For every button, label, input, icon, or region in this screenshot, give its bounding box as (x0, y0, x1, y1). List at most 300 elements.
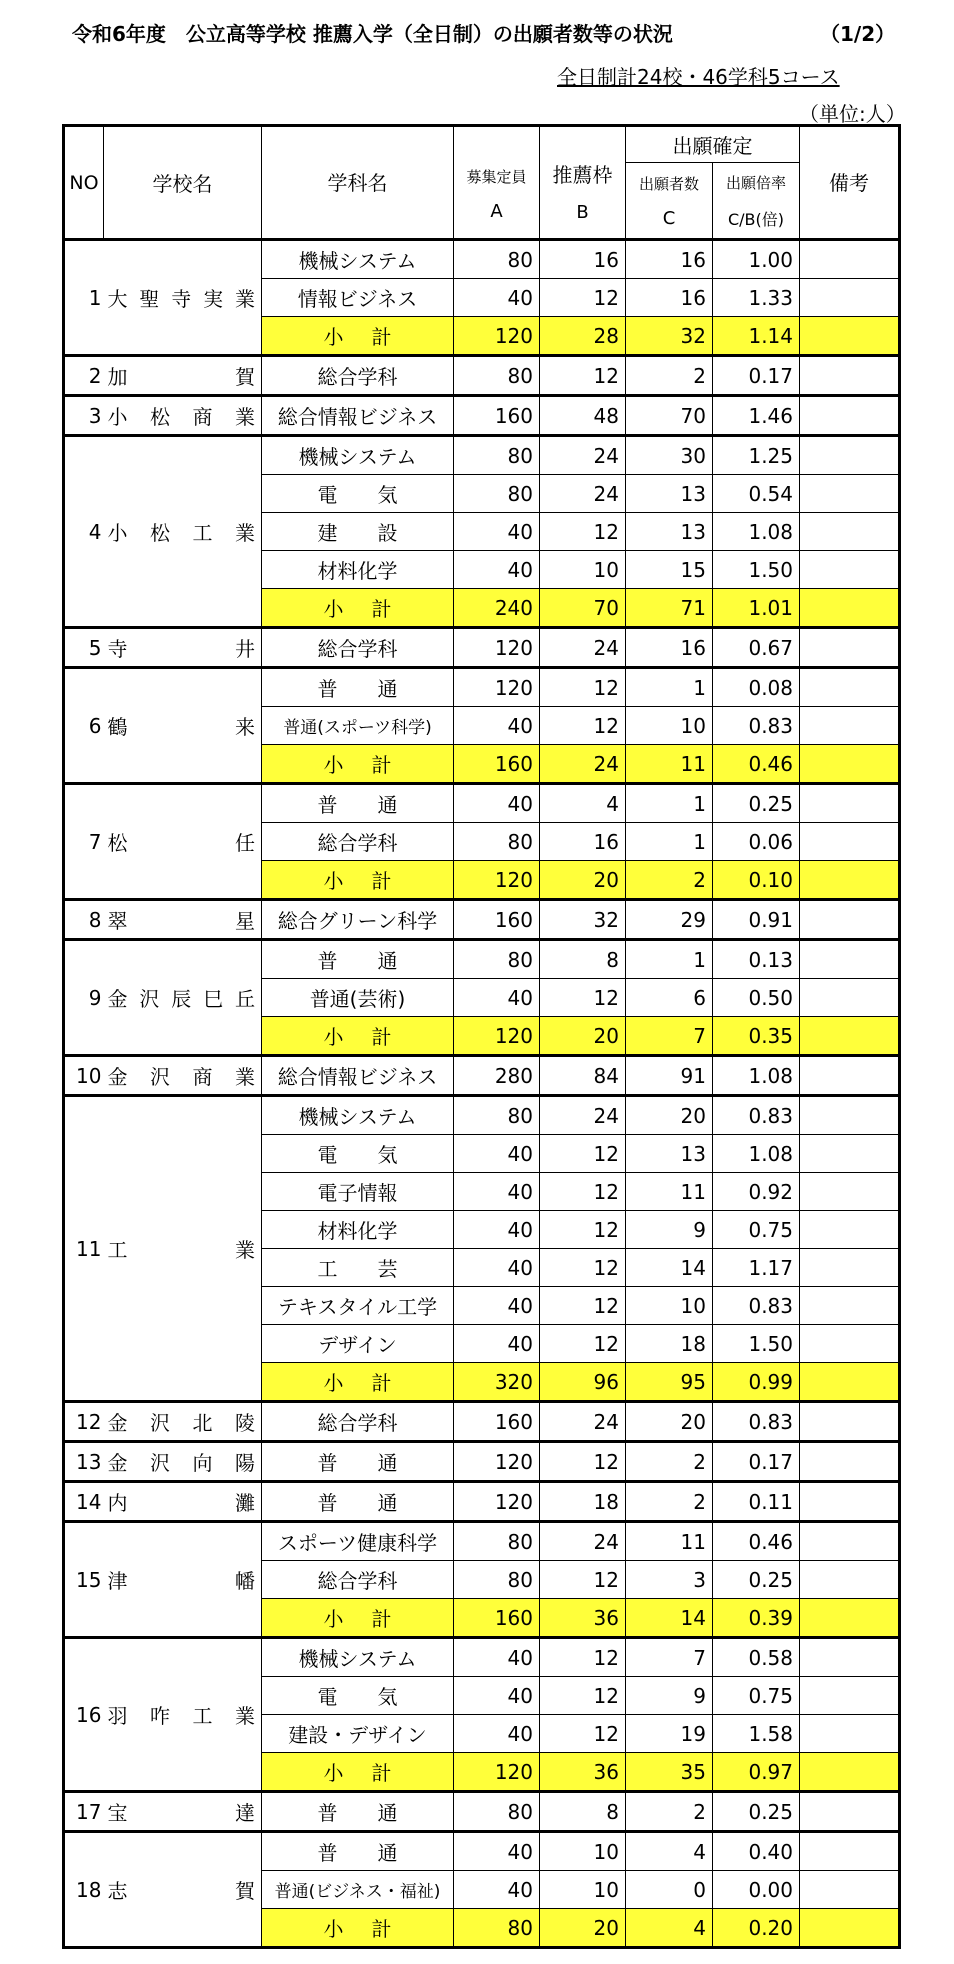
applicants-value: 35 (626, 1753, 713, 1792)
ratio-value: 0.67 (713, 628, 800, 668)
ratio-value: 1.01 (713, 589, 800, 628)
applicants-value: 11 (626, 745, 713, 784)
school-no: 13 (64, 1442, 104, 1482)
notes-cell (800, 979, 900, 1017)
ratio-value: 1.08 (713, 513, 800, 551)
ratio-value: 0.00 (713, 1871, 800, 1909)
applicants-value: 20 (626, 1096, 713, 1135)
notes-cell (800, 1287, 900, 1325)
school-summary: 全日制計24校・46学科5コース (557, 65, 840, 89)
notes-cell (800, 356, 900, 396)
notes-cell (800, 317, 900, 356)
ratio-value: 0.83 (713, 1287, 800, 1325)
ratio-value: 1.17 (713, 1249, 800, 1287)
capacity-value: 120 (454, 1482, 540, 1522)
quota-value: 32 (540, 900, 626, 940)
school-no: 5 (64, 628, 104, 668)
ratio-value: 1.08 (713, 1135, 800, 1173)
dept-name: 普 通 (262, 668, 454, 707)
capacity-value: 40 (454, 1135, 540, 1173)
dept-name: 機械システム (262, 240, 454, 279)
quota-value: 12 (540, 707, 626, 745)
quota-value: 12 (540, 1135, 626, 1173)
applicants-value: 91 (626, 1056, 713, 1096)
dept-name: 普 通 (262, 1832, 454, 1871)
notes-cell (800, 900, 900, 940)
applicants-value: 16 (626, 240, 713, 279)
applicants-value: 0 (626, 1871, 713, 1909)
quota-value: 4 (540, 784, 626, 823)
ratio-value: 0.39 (713, 1599, 800, 1638)
table-row (64, 1442, 900, 1482)
header-school: 学校名 (104, 126, 262, 240)
applicants-value: 2 (626, 356, 713, 396)
capacity-value: 40 (454, 551, 540, 589)
quota-value: 12 (540, 979, 626, 1017)
applicants-value: 1 (626, 784, 713, 823)
dept-name: 電 気 (262, 475, 454, 513)
quota-value: 36 (540, 1599, 626, 1638)
school-name: 寺井 (104, 628, 262, 668)
quota-value: 12 (540, 1325, 626, 1363)
notes-cell (800, 745, 900, 784)
capacity-value: 80 (454, 356, 540, 396)
school-name: 小松工業 (104, 436, 262, 628)
dept-name: 建設・デザイン (262, 1715, 454, 1753)
applicants-value: 13 (626, 1135, 713, 1173)
dept-name: 機械システム (262, 1096, 454, 1135)
school-name: 金沢辰巳丘 (104, 940, 262, 1056)
ratio-value: 0.08 (713, 668, 800, 707)
quota-value: 10 (540, 551, 626, 589)
quota-value: 16 (540, 823, 626, 861)
capacity-value: 120 (454, 861, 540, 900)
ratio-value: 0.10 (713, 861, 800, 900)
quota-value: 24 (540, 436, 626, 475)
quota-value: 70 (540, 589, 626, 628)
dept-name: 工 芸 (262, 1249, 454, 1287)
applicants-value: 11 (626, 1173, 713, 1211)
school-name: 津幡 (104, 1522, 262, 1638)
capacity-value: 160 (454, 396, 540, 436)
applicants-value: 16 (626, 628, 713, 668)
notes-cell (800, 1677, 900, 1715)
quota-value: 12 (540, 1442, 626, 1482)
capacity-value: 80 (454, 1792, 540, 1832)
notes-cell (800, 1832, 900, 1871)
notes-cell (800, 1792, 900, 1832)
quota-value: 12 (540, 1211, 626, 1249)
header-quota-letter: B (576, 201, 589, 223)
quota-value: 48 (540, 396, 626, 436)
page-title: 令和6年度 公立高等学校 推薦入学（全日制）の出願者数等の状況 (72, 22, 673, 46)
notes-cell (800, 1871, 900, 1909)
school-name: 小松商業 (104, 396, 262, 436)
table-row (64, 1832, 900, 1871)
notes-cell (800, 940, 900, 979)
capacity-value: 80 (454, 436, 540, 475)
quota-value: 24 (540, 745, 626, 784)
capacity-value: 80 (454, 1522, 540, 1561)
capacity-value: 80 (454, 475, 540, 513)
dept-name: 普通(芸術) (262, 979, 454, 1017)
notes-cell (800, 551, 900, 589)
header-quota (540, 126, 626, 240)
applicants-value: 15 (626, 551, 713, 589)
capacity-value: 160 (454, 1402, 540, 1442)
quota-value: 12 (540, 1249, 626, 1287)
table-row (64, 1096, 900, 1135)
notes-cell (800, 1211, 900, 1249)
notes-cell (800, 1135, 900, 1173)
ratio-value: 0.83 (713, 707, 800, 745)
header-capacity-letter: A (490, 200, 503, 222)
school-name: 工業 (104, 1096, 262, 1402)
table-row (64, 668, 900, 707)
subtotal-label: 小計 (262, 589, 454, 628)
table-row (64, 1402, 900, 1442)
notes-cell (800, 1325, 900, 1363)
quota-value: 10 (540, 1832, 626, 1871)
subtotal-label: 小計 (262, 1909, 454, 1948)
quota-value: 84 (540, 1056, 626, 1096)
school-name: 金沢商業 (104, 1056, 262, 1096)
capacity-value: 160 (454, 900, 540, 940)
table-row (64, 1482, 900, 1522)
ratio-value: 0.35 (713, 1017, 800, 1056)
applicants-value: 20 (626, 1402, 713, 1442)
dept-name: 総合情報ビジネス (262, 1056, 454, 1096)
header-applicants (626, 163, 713, 240)
notes-cell (800, 1056, 900, 1096)
quota-value: 24 (540, 1522, 626, 1561)
applicants-value: 6 (626, 979, 713, 1017)
notes-cell (800, 396, 900, 436)
school-no: 12 (64, 1402, 104, 1442)
dept-name: 普 通 (262, 1442, 454, 1482)
ratio-value: 0.13 (713, 940, 800, 979)
applicants-value: 2 (626, 861, 713, 900)
ratio-value: 0.58 (713, 1638, 800, 1677)
quota-value: 24 (540, 1096, 626, 1135)
table-row (64, 1792, 900, 1832)
quota-value: 28 (540, 317, 626, 356)
table-row (64, 240, 900, 279)
school-no: 15 (64, 1522, 104, 1638)
quota-value: 12 (540, 1561, 626, 1599)
notes-cell (800, 1561, 900, 1599)
capacity-value: 40 (454, 279, 540, 317)
quota-value: 12 (540, 356, 626, 396)
notes-cell (800, 1715, 900, 1753)
subtotal-label: 小計 (262, 1017, 454, 1056)
school-name: 内灘 (104, 1482, 262, 1522)
school-no: 11 (64, 1096, 104, 1402)
capacity-value: 320 (454, 1363, 540, 1402)
applicants-value: 71 (626, 589, 713, 628)
applicants-value: 3 (626, 1561, 713, 1599)
school-no: 18 (64, 1832, 104, 1948)
applicants-value: 95 (626, 1363, 713, 1402)
dept-name: スポーツ健康科学 (262, 1522, 454, 1561)
quota-value: 12 (540, 1715, 626, 1753)
dept-name: 材料化学 (262, 1211, 454, 1249)
header-ratio-letter: C/B(倍) (727, 209, 785, 229)
applicants-value: 2 (626, 1442, 713, 1482)
table-row (64, 396, 900, 436)
notes-cell (800, 1442, 900, 1482)
notes-cell (800, 475, 900, 513)
page-number: （1/2） (820, 22, 896, 46)
capacity-value: 80 (454, 1096, 540, 1135)
capacity-value: 40 (454, 784, 540, 823)
notes-cell (800, 1909, 900, 1948)
applicants-value: 16 (626, 279, 713, 317)
school-no: 16 (64, 1638, 104, 1792)
table-row (64, 900, 900, 940)
ratio-value: 0.25 (713, 1561, 800, 1599)
ratio-value: 0.40 (713, 1832, 800, 1871)
dept-name: 総合情報ビジネス (262, 396, 454, 436)
applicants-value: 9 (626, 1677, 713, 1715)
school-name: 金沢向陽 (104, 1442, 262, 1482)
capacity-value: 80 (454, 940, 540, 979)
ratio-value: 1.58 (713, 1715, 800, 1753)
applicants-value: 10 (626, 707, 713, 745)
ratio-value: 0.17 (713, 1442, 800, 1482)
ratio-value: 1.33 (713, 279, 800, 317)
ratio-value: 1.00 (713, 240, 800, 279)
applicants-value: 1 (626, 940, 713, 979)
header-confirmed: 出願確定 (626, 126, 800, 163)
school-no: 14 (64, 1482, 104, 1522)
unit-label: （単位:人） (799, 102, 906, 126)
dept-name: 総合学科 (262, 356, 454, 396)
capacity-value: 40 (454, 1715, 540, 1753)
capacity-value: 40 (454, 513, 540, 551)
school-name: 翠星 (104, 900, 262, 940)
header-ratio-label: 出願倍率 (725, 173, 786, 192)
dept-name: 普 通 (262, 1482, 454, 1522)
notes-cell (800, 1096, 900, 1135)
capacity-value: 160 (454, 1599, 540, 1638)
ratio-value: 1.14 (713, 317, 800, 356)
dept-name: 普通(ビジネス・福祉) (262, 1871, 454, 1909)
school-no: 10 (64, 1056, 104, 1096)
applicants-value: 13 (626, 513, 713, 551)
dept-name: 総合グリーン科学 (262, 900, 454, 940)
applicants-table (62, 124, 901, 1949)
table-row (64, 436, 900, 475)
ratio-value: 0.83 (713, 1402, 800, 1442)
ratio-value: 0.46 (713, 1522, 800, 1561)
header-quota-label: 推薦枠 (552, 162, 613, 187)
capacity-value: 120 (454, 317, 540, 356)
table-row (64, 356, 900, 396)
quota-value: 12 (540, 513, 626, 551)
school-no: 4 (64, 436, 104, 628)
ratio-value: 1.46 (713, 396, 800, 436)
table-row (64, 628, 900, 668)
header-notes (800, 126, 900, 240)
ratio-value: 0.91 (713, 900, 800, 940)
school-no: 8 (64, 900, 104, 940)
dept-name: 普通(スポーツ科学) (262, 707, 454, 745)
quota-value: 12 (540, 279, 626, 317)
school-name: 大聖寺実業 (104, 240, 262, 356)
school-name: 羽咋工業 (104, 1638, 262, 1792)
applicants-value: 30 (626, 436, 713, 475)
quota-value: 10 (540, 1871, 626, 1909)
applicants-value: 4 (626, 1909, 713, 1948)
notes-cell (800, 823, 900, 861)
header-dept-label: 学科名 (327, 171, 388, 195)
capacity-value: 40 (454, 979, 540, 1017)
ratio-value: 1.50 (713, 1325, 800, 1363)
applicants-value: 70 (626, 396, 713, 436)
notes-cell (800, 279, 900, 317)
school-no: 1 (64, 240, 104, 356)
quota-value: 96 (540, 1363, 626, 1402)
applicants-value: 11 (626, 1522, 713, 1561)
notes-cell (800, 589, 900, 628)
dept-name: 建 設 (262, 513, 454, 551)
capacity-value: 40 (454, 1325, 540, 1363)
notes-cell (800, 1482, 900, 1522)
capacity-value: 120 (454, 1017, 540, 1056)
header-ratio (713, 163, 800, 240)
applicants-value: 7 (626, 1638, 713, 1677)
quota-value: 20 (540, 1909, 626, 1948)
notes-cell (800, 707, 900, 745)
table-row (64, 784, 900, 823)
dept-name: 総合学科 (262, 1402, 454, 1442)
table-row (64, 940, 900, 979)
capacity-value: 80 (454, 240, 540, 279)
capacity-value: 280 (454, 1056, 540, 1096)
ratio-value: 0.92 (713, 1173, 800, 1211)
ratio-value: 0.75 (713, 1677, 800, 1715)
table-row (64, 1522, 900, 1561)
applicants-value: 7 (626, 1017, 713, 1056)
quota-value: 18 (540, 1482, 626, 1522)
applicants-value: 32 (626, 317, 713, 356)
ratio-value: 0.06 (713, 823, 800, 861)
ratio-value: 1.08 (713, 1056, 800, 1096)
quota-value: 8 (540, 1792, 626, 1832)
school-no: 2 (64, 356, 104, 396)
capacity-value: 40 (454, 1638, 540, 1677)
dept-name: 総合学科 (262, 1561, 454, 1599)
dept-name: テキスタイル工学 (262, 1287, 454, 1325)
ratio-value: 0.83 (713, 1096, 800, 1135)
dept-name: 普 通 (262, 940, 454, 979)
quota-value: 12 (540, 1677, 626, 1715)
quota-value: 12 (540, 1638, 626, 1677)
notes-cell (800, 1522, 900, 1561)
dept-name: 電 気 (262, 1135, 454, 1173)
school-no: 7 (64, 784, 104, 900)
applicants-value: 18 (626, 1325, 713, 1363)
notes-cell (800, 1402, 900, 1442)
dept-name: 電子情報 (262, 1173, 454, 1211)
quota-value: 24 (540, 475, 626, 513)
applicants-value: 14 (626, 1249, 713, 1287)
ratio-value: 0.20 (713, 1909, 800, 1948)
ratio-value: 0.25 (713, 784, 800, 823)
dept-name: デザイン (262, 1325, 454, 1363)
ratio-value: 0.50 (713, 979, 800, 1017)
school-no: 17 (64, 1792, 104, 1832)
notes-cell (800, 436, 900, 475)
applicants-value: 1 (626, 668, 713, 707)
subtotal-label: 小計 (262, 1753, 454, 1792)
capacity-value: 40 (454, 707, 540, 745)
capacity-value: 120 (454, 628, 540, 668)
ratio-value: 0.97 (713, 1753, 800, 1792)
school-name: 志賀 (104, 1832, 262, 1948)
capacity-value: 40 (454, 1249, 540, 1287)
notes-cell (800, 513, 900, 551)
quota-value: 24 (540, 1402, 626, 1442)
quota-value: 12 (540, 1287, 626, 1325)
school-name: 金沢北陵 (104, 1402, 262, 1442)
dept-name: 材料化学 (262, 551, 454, 589)
school-name: 加賀 (104, 356, 262, 396)
applicants-value: 9 (626, 1211, 713, 1249)
school-name: 松任 (104, 784, 262, 900)
notes-cell (800, 861, 900, 900)
header-capacity (454, 126, 540, 240)
school-name: 宝達 (104, 1792, 262, 1832)
capacity-value: 80 (454, 1561, 540, 1599)
header-applicants-label: 出願者数 (638, 174, 699, 193)
notes-cell (800, 1599, 900, 1638)
capacity-value: 120 (454, 1442, 540, 1482)
school-no: 9 (64, 940, 104, 1056)
subtotal-label: 小計 (262, 861, 454, 900)
notes-cell (800, 784, 900, 823)
quota-value: 12 (540, 1173, 626, 1211)
notes-cell (800, 1363, 900, 1402)
quota-value: 16 (540, 240, 626, 279)
applicants-value: 2 (626, 1482, 713, 1522)
ratio-value: 0.25 (713, 1792, 800, 1832)
quota-value: 36 (540, 1753, 626, 1792)
header-notes-label: 備考 (829, 171, 869, 195)
dept-name: 総合学科 (262, 628, 454, 668)
header-dept (262, 126, 454, 240)
header-applicants-letter: C (662, 207, 676, 229)
capacity-value: 120 (454, 1753, 540, 1792)
header-capacity-label: 募集定員 (466, 167, 527, 186)
applicants-value: 10 (626, 1287, 713, 1325)
quota-value: 20 (540, 1017, 626, 1056)
school-no: 3 (64, 396, 104, 436)
school-name: 鶴来 (104, 668, 262, 784)
capacity-value: 80 (454, 823, 540, 861)
ratio-value: 0.46 (713, 745, 800, 784)
capacity-value: 120 (454, 668, 540, 707)
quota-value: 24 (540, 628, 626, 668)
applicants-value: 4 (626, 1832, 713, 1871)
dept-name: 電 気 (262, 1677, 454, 1715)
dept-name: 情報ビジネス (262, 279, 454, 317)
notes-cell (800, 1638, 900, 1677)
subtotal-label: 小計 (262, 317, 454, 356)
notes-cell (800, 628, 900, 668)
school-no: 6 (64, 668, 104, 784)
